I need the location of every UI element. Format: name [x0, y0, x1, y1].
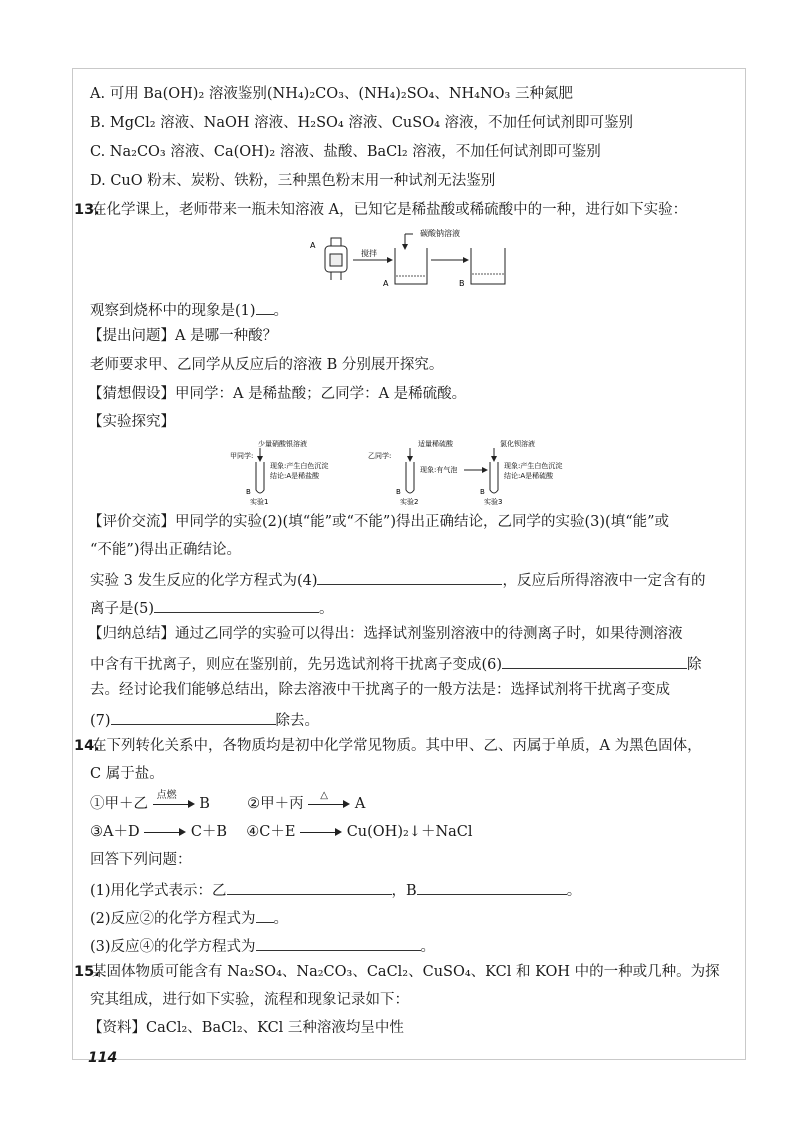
q13-eval-2: “不能”)得出正确结论。: [90, 542, 241, 558]
q13-figure-1: [305, 226, 515, 292]
answer-blank-b[interactable]: [417, 878, 567, 895]
r3-arrow: [144, 822, 186, 842]
answer-blank-7[interactable]: [111, 708, 276, 725]
q13-summary-2-tail: 除: [687, 657, 702, 673]
fig1-label-a: A: [310, 241, 316, 250]
q13-ion-text: 离子是(5): [90, 601, 155, 617]
q14-sub-3-text: (3)反应④的化学方程式为: [90, 939, 256, 955]
q13-exp3-tail: ，反应后所得溶液中一定含有的: [502, 573, 706, 589]
q13-ion-end: 。: [319, 601, 334, 617]
page-number: 114: [88, 1050, 118, 1066]
q13-summary-4: [90, 708, 319, 731]
q14-sub-1-text: (1)用化学式表示：乙: [90, 883, 227, 899]
q14-sub-1-mid: ，B: [391, 883, 417, 899]
fig2-exp-2: 实验2: [400, 498, 419, 506]
r1-condition: 点燃: [156, 790, 177, 801]
q13-summary-3: 去。经讨论我们能够总结出，除去溶液中干扰离子的一般方法是：选择试剂将干扰离子变成: [90, 682, 670, 698]
q13-summary-4-text: (7): [90, 713, 111, 729]
q13-observe-end: 。: [273, 303, 289, 319]
fig1-label-a2: A: [383, 279, 389, 288]
q12-option-b: B. MgCl₂ 溶液、NaOH 溶液、H₂SO₄ 溶液、CuSO₄ 溶液，不加任何试剂即可鉴别: [90, 115, 634, 131]
fig2-yi: 乙同学:: [368, 452, 392, 460]
fig2-exp-1: 实验1: [250, 498, 269, 506]
answer-blank-4[interactable]: [317, 568, 502, 585]
r3-right: C＋B: [190, 824, 228, 840]
q13-exp3: [90, 568, 705, 591]
q14-sub-2: [90, 906, 288, 929]
q12-option-c: C. Na₂CO₃ 溶液、Ca(OH)₂ 溶液、盐酸、BaCl₂ 溶液，不加任何试剂即可鉴别: [90, 144, 601, 160]
fig2-concl-3: 结论:A是稀硫酸: [504, 472, 554, 480]
fig2-jia: 甲同学:: [230, 452, 254, 460]
q15-line-2: 究其组成，进行如下实验，流程和现象记录如下：: [90, 992, 409, 1008]
q12-option-a: A. 可用 Ba(OH)₂ 溶液鉴别(NH₄)₂CO₃、(NH₄)₂SO₄、NH₄NO₃ 三种氮肥: [90, 86, 573, 102]
r3-left: ③A＋D: [90, 824, 140, 840]
q14-line-2: C 属于盐。: [90, 766, 164, 782]
q13-exp3-text: 实验 3 发生反应的化学方程式为(4): [90, 573, 318, 589]
q15-info: 【资料】CaCl₂、BaCl₂、KCl 三种溶液均呈中性: [88, 1020, 404, 1036]
q13-question: 【提出问题】A 是哪一种酸？: [88, 328, 278, 344]
r2-left: ②甲＋丙: [247, 796, 304, 812]
fig2-b3: B: [480, 488, 485, 496]
q14-sub-3: [90, 934, 435, 957]
q14-sub-3-end: 。: [420, 939, 436, 955]
q13-summary-4-tail: 除去。: [275, 713, 320, 729]
q14-reaction-row-1: [90, 790, 366, 814]
q14-line-1: 在下列转化关系中，各物质均是初中化学常见物质。其中甲、乙、丙属于单质，A 为黑色固体，: [92, 738, 702, 754]
q13-observe-text: 观察到烧杯中的现象是(1): [90, 303, 256, 319]
q13-summary-2: [90, 652, 702, 675]
q13-summary-1: 【归纳总结】通过乙同学的实验可以得出：选择试剂鉴别溶液中的待测离子时，如果待测溶液: [88, 626, 683, 642]
r1-right: B: [199, 796, 210, 812]
fig2-reagent-1: 少量硝酸银溶液: [258, 440, 307, 448]
q15-number: 15.: [74, 964, 100, 980]
r1-arrow: [153, 790, 195, 814]
q13-figure-2: [228, 436, 578, 506]
fig2-b2: B: [396, 488, 401, 496]
fig2-reagent-3: 氯化钡溶液: [500, 440, 535, 448]
q14-sub-2-end: 。: [273, 911, 289, 927]
fig2-concl-1: 结论:A是稀盐酸: [270, 472, 320, 480]
r2-right: A: [354, 796, 366, 812]
fig2-phen-2: 现象:有气泡: [420, 466, 458, 474]
answer-blank-6[interactable]: [502, 652, 687, 669]
fig1-reagent: 碳酸钠溶液: [420, 229, 460, 238]
q12-option-d: D. CuO 粉末、炭粉、铁粉，三种黑色粉末用一种试剂无法鉴别: [90, 173, 496, 189]
q13-observe: [90, 298, 288, 321]
q13-explore: 【实验探究】: [88, 414, 175, 430]
r4-left: ④C＋E: [246, 824, 296, 840]
q13-intro: 在化学课上，老师带来一瓶未知溶液 A，已知它是稀盐酸或稀硫酸中的一种，进行如下实验：: [92, 202, 688, 218]
fig1-label-b: B: [459, 279, 465, 288]
q14-reaction-row-2: [90, 822, 473, 842]
fig2-reagent-2: 适量稀硫酸: [418, 440, 453, 448]
q14-sub-2-text: (2)反应②的化学方程式为: [90, 911, 256, 927]
r4-arrow: [300, 822, 342, 842]
answer-blank-reaction-2[interactable]: [256, 906, 274, 923]
fig2-phen-1: 现象:产生白色沉淀: [270, 462, 329, 470]
q13-eval-1: 【评价交流】甲同学的实验(2)(填“能”或“不能”)得出正确结论，乙同学的实验(3)(填“能”或: [88, 514, 670, 530]
q14-ask: 回答下列问题：: [90, 852, 192, 868]
r4-right: Cu(OH)₂↓＋NaCl: [346, 824, 473, 840]
fig2-phen-3: 现象:产生白色沉淀: [504, 462, 563, 470]
q13-teacher: 老师要求甲、乙同学从反应后的溶液 B 分别展开探究。: [90, 357, 444, 373]
answer-blank-1[interactable]: [256, 298, 274, 315]
r2-condition: △: [320, 790, 328, 801]
r1-left: ①甲＋乙: [90, 796, 148, 812]
fig2-b1: B: [246, 488, 251, 496]
q15-line-1: 某固体物质可能含有 Na₂SO₄、Na₂CO₃、CaCl₂、CuSO₄、KCl 和 KOH 中的一种或几种。为探: [92, 964, 720, 980]
q13-summary-2-text: 中含有干扰离子，则应在鉴别前，先另选试剂将干扰离子变成(6): [90, 657, 503, 673]
r2-arrow: [308, 790, 350, 814]
q14-sub-1-end: 。: [566, 883, 582, 899]
fig1-stir: 搅拌: [361, 249, 377, 258]
answer-blank-reaction-4[interactable]: [256, 934, 421, 951]
answer-blank-yi[interactable]: [227, 878, 392, 895]
q14-number: 14.: [74, 738, 100, 754]
q13-ion: [90, 596, 334, 619]
fig2-exp-3: 实验3: [484, 498, 503, 506]
q14-sub-1: [90, 878, 581, 901]
q13-hypothesis: 【猜想假设】甲同学：A 是稀盐酸；乙同学：A 是稀硫酸。: [88, 386, 467, 402]
answer-blank-5[interactable]: [154, 596, 319, 613]
q13-number: 13.: [74, 202, 100, 218]
